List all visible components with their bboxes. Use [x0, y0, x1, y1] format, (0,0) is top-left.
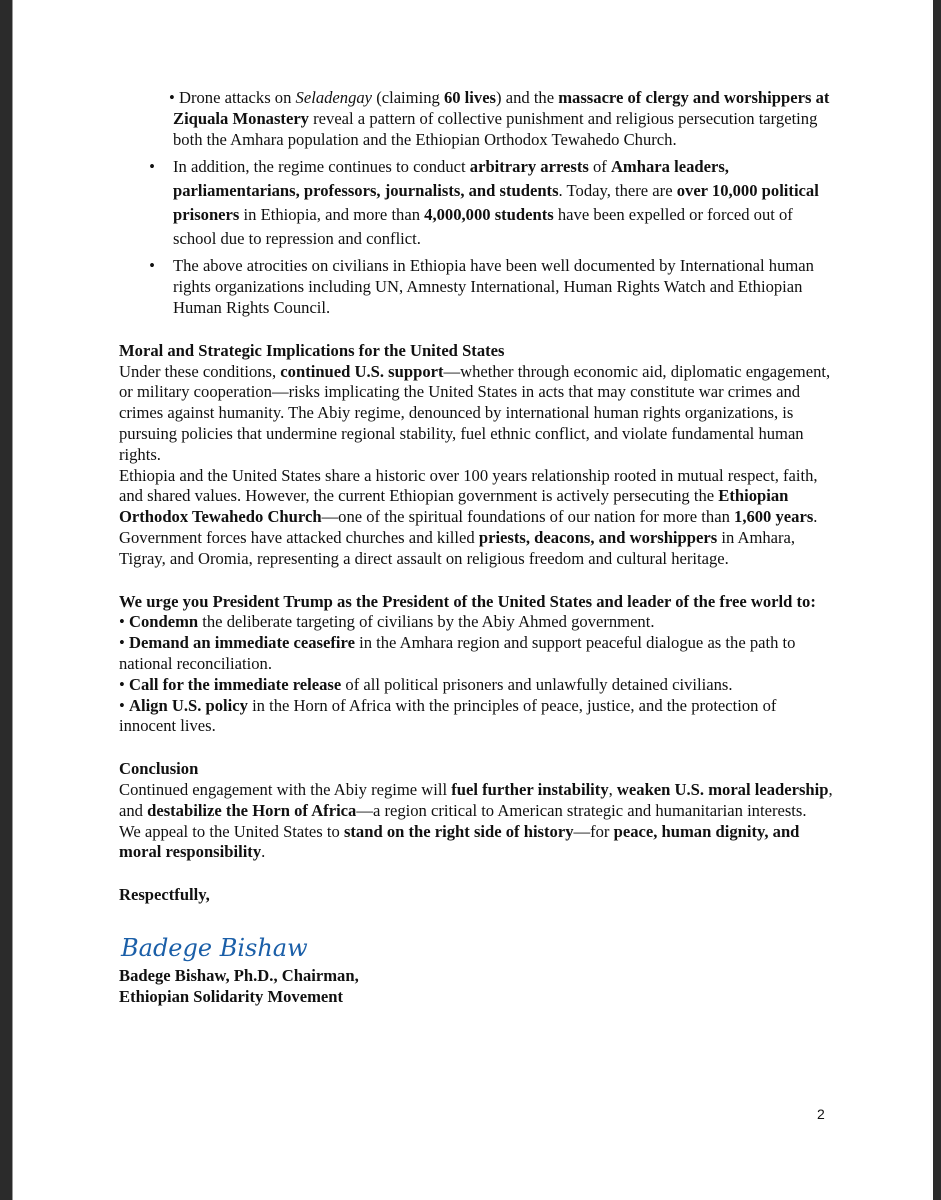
text: We appeal to the United States to — [119, 821, 344, 841]
text-bold: massacre of clergy and worshippers at Ziquala Monastery — [173, 88, 830, 128]
salutation-text: Respectfully, — [119, 885, 210, 905]
organization-text: Ethiopian Solidarity Movement — [119, 986, 344, 1006]
bullet-glyph: • — [119, 633, 125, 653]
conclusion-paragraph-1 — [119, 780, 834, 822]
text-bold: Call for the immediate release — [128, 674, 342, 694]
text: —whether through economic aid, diplomatic engagement, or military cooperation—risks implicating the United States in acts that may constitute war crimes and crimes against humanity. The Abiy regime, denounced by international human rights organizations, is pursuing policies that undermine regional stability, fuel ethnic conflict, and violate fundamental human rights. — [119, 361, 831, 464]
text: Drone attacks on — [178, 88, 296, 107]
text: of all political prisoners and unlawfully detained civilians. — [341, 674, 733, 694]
handwritten-signature — [119, 924, 834, 966]
bullet-glyph: • — [149, 256, 155, 276]
conclusion-heading — [119, 759, 834, 780]
text: Under these conditions, — [119, 361, 281, 381]
text-bold: continued U.S. support — [280, 361, 444, 381]
text: The above atrocities on civilians in Ethiopia have been well documented by International human rights organizations including UN, Amnesty International, Human Rights Watch and Ethiopian Human Rights Council. — [173, 256, 814, 317]
bullet-glyph: • — [119, 674, 125, 694]
text: —for — [573, 821, 614, 841]
text-bold: priests, deacons, and worshippers — [478, 527, 718, 547]
text: in Ethiopia, and more than — [239, 205, 425, 225]
heading-text: Conclusion — [119, 759, 199, 779]
heading-text: Moral and Strategic Implications for the United States — [119, 340, 505, 360]
urge-item — [119, 696, 834, 738]
urge-item — [119, 675, 834, 696]
text-bold: Ethiopian Orthodox Tewahedo Church — [119, 486, 789, 527]
text: the deliberate targeting of civilians by the Abiy Ahmed government. — [198, 612, 655, 632]
salutation — [119, 885, 834, 906]
signatory-organization — [119, 987, 834, 1008]
bullet-documented-atrocities — [119, 256, 834, 318]
text-bold: Amhara leaders, parliamentarians, professors, journalists, and students — [173, 157, 729, 201]
urge-item — [119, 633, 834, 675]
text-bold: fuel further instability — [451, 779, 609, 799]
text: of — [588, 157, 611, 177]
text: . — [261, 842, 266, 862]
text: have been expelled or forced out of school due to repression and conflict. — [173, 205, 793, 249]
text-bold: peace, human dignity, and moral responsibility — [119, 821, 800, 862]
text: in the Horn of Africa with the principles of peace, justice, and the protection of innocent lives. — [119, 695, 777, 736]
text-bold: Condemn — [128, 612, 199, 632]
text: In addition, the regime continues to conduct — [173, 157, 470, 177]
text: in the Amhara region and support peaceful dialogue as the path to national reconciliation. — [119, 633, 796, 673]
text-bold: 1,600 years — [734, 507, 814, 527]
text-bold: stand on the right side of history — [343, 821, 574, 841]
text-bold: Demand an immediate ceasefire — [128, 633, 355, 653]
name-text: Badege Bishaw, Ph.D., Chairman, — [119, 965, 359, 985]
text-bold: arbitrary arrests — [469, 157, 589, 177]
text: , and — [119, 779, 833, 820]
text: ) and the — [496, 88, 559, 107]
signature-script: Badege Bishaw — [121, 933, 308, 962]
text: (claiming — [372, 88, 444, 107]
page-number: 2 — [817, 1106, 825, 1122]
text: —a region critical to American strategic and humanitarian interests. — [356, 800, 807, 820]
letter-body — [119, 88, 834, 1008]
text-italic: Seladengay — [295, 88, 373, 107]
bullet-glyph: • — [169, 88, 175, 107]
bullet-drone-attacks — [119, 88, 834, 150]
text: Continued engagement with the Abiy regime will — [119, 779, 452, 799]
text-bold: 60 lives — [443, 88, 497, 107]
moral-heading — [119, 341, 834, 362]
bullet-arbitrary-arrests — [119, 155, 834, 251]
document-page — [12, 0, 933, 1200]
text: , — [608, 779, 617, 799]
text: Ethiopia and the United States share a historic over 100 years relationship rooted in mutual respect, faith, and shared values. However, the current Ethiopian government is actively persecuting the — [119, 465, 818, 506]
urge-item — [119, 612, 834, 633]
signature-image — [119, 924, 319, 968]
heading-text: We urge you President Trump as the President of the United States and leader of the free world to: — [119, 591, 816, 611]
text: . Government forces have attacked churches and killed — [119, 507, 818, 547]
moral-paragraph-2 — [119, 466, 834, 570]
signatory-name — [119, 966, 834, 987]
text-bold: weaken U.S. moral leadership — [616, 779, 829, 799]
urge-heading — [119, 592, 834, 613]
text-bold: Align U.S. policy — [128, 695, 248, 715]
text-bold: 4,000,000 students — [424, 205, 554, 225]
conclusion-paragraph-2 — [119, 822, 834, 864]
bullet-glyph: • — [149, 157, 155, 177]
text: in Amhara, Tigray, and Oromia, representing a direct assault on religious freedom and cultural heritage. — [119, 527, 796, 568]
moral-paragraph-1 — [119, 362, 834, 466]
bullet-glyph: • — [119, 695, 125, 715]
text: —one of the spiritual foundations of our nation for more than — [321, 507, 735, 527]
text: reveal a pattern of collective punishment and religious persecution targeting both the Amhara population and the Ethiopian Orthodox Tewahedo Church. — [173, 108, 818, 149]
bullet-glyph: • — [119, 612, 125, 632]
text-bold: destabilize the Horn of Africa — [147, 800, 357, 820]
text: . Today, there are — [558, 181, 677, 201]
text-bold: over 10,000 political prisoners — [173, 181, 819, 225]
